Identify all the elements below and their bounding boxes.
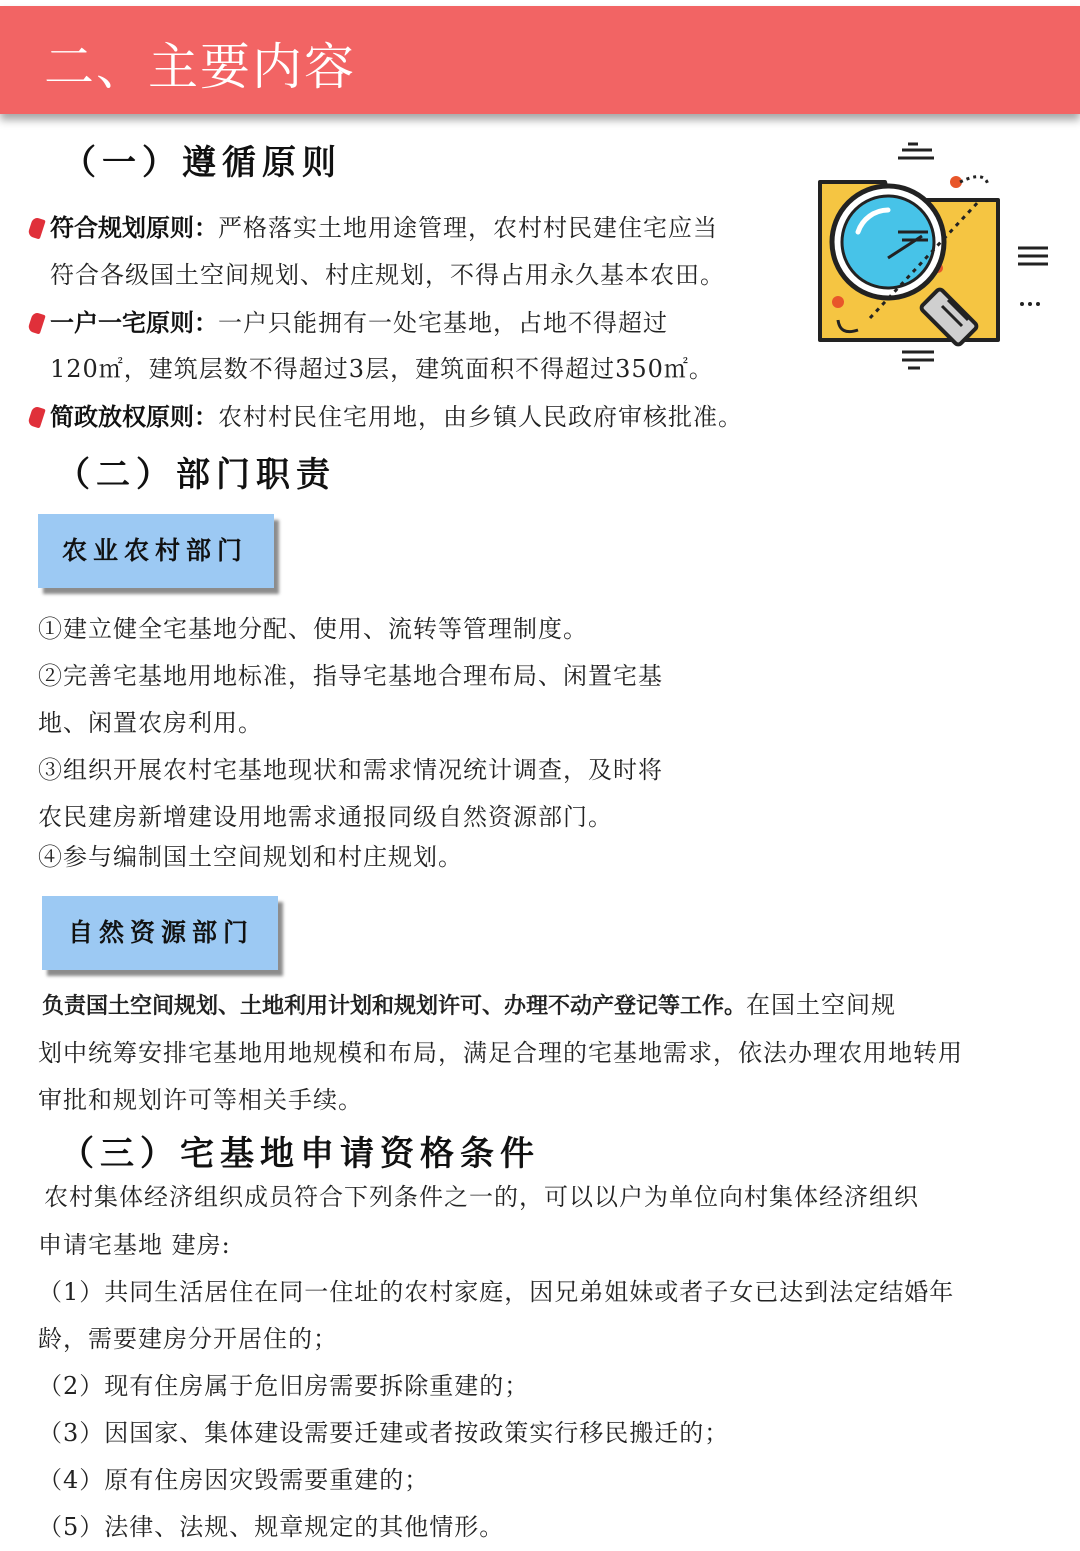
dept2-bold-text: 负责国土空间规划、土地利用计划和规划许可、办理不动产登记等工作。 [42, 994, 747, 1019]
dept1-line2: ②完善宅基地用地标准，指导宅基地合理布局、闲置宅基 [38, 662, 663, 690]
principle-3-label: 简政放权原则： [50, 403, 218, 431]
section2-heading: （二）部门职责 [56, 455, 336, 495]
dept-resources-box [42, 896, 278, 970]
magnifier-folder-icon [810, 140, 1060, 380]
dept1-line5: 农民建房新增建设用地需求通报同级自然资源部门。 [38, 803, 613, 831]
bullet-icon [27, 216, 46, 239]
principle-2-line2: 120㎡，建筑层数不得超过3层，建筑面积不得超过350㎡。 [50, 355, 714, 383]
principle-2-label: 一户一宅原则： [50, 309, 218, 337]
condition-1-line1: （1）共同生活居住在同一住址的农村家庭，因兄弟姐妹或者子女已达到法定结婚年 [38, 1278, 955, 1306]
principle-1-text: 严格落实土地用途管理，农村村民建住宅应当 [218, 214, 718, 242]
condition-2: （2）现有住房属于危旧房需要拆除重建的； [38, 1372, 530, 1400]
dept2-line1 [42, 993, 896, 1018]
principle-2-line1 [50, 311, 668, 335]
bullet-icon [27, 311, 46, 334]
section1-heading: （一）遵循原则 [62, 143, 342, 183]
dept-resources-label: 自然资源部门 [68, 918, 255, 947]
section3-intro-line2: 申请宅基地 建房: [38, 1231, 231, 1259]
condition-4: （4）原有住房因灾毁需要重建的； [38, 1466, 430, 1494]
header-banner [0, 6, 1080, 114]
principle-1-line1 [50, 216, 718, 240]
condition-5: （5）法律、法规、规章规定的其他情形。 [38, 1513, 505, 1541]
dept1-line6: ④参与编制国土空间规划和村庄规划。 [38, 843, 463, 871]
dept-agriculture-label: 农业农村部门 [62, 536, 249, 565]
dept1-line1: ①建立健全宅基地分配、使用、流转等管理制度。 [38, 615, 588, 643]
condition-1-line2: 龄，需要建房分开居住的； [38, 1325, 338, 1353]
principle-3-text: 农村村民住宅用地，由乡镇人民政府审核批准。 [218, 403, 743, 431]
dept2-line3: 审批和规划许可等相关手续。 [38, 1086, 363, 1114]
dept1-line3: 地、闲置农房利用。 [38, 709, 263, 737]
principle-1-label: 符合规划原则： [50, 214, 218, 242]
principle-3-line1 [50, 405, 743, 429]
dept1-line4: ③组织开展农村宅基地现状和需求情况统计调查，及时将 [38, 756, 663, 784]
principle-2-text: 一户只能拥有一处宅基地，占地不得超过 [218, 309, 668, 337]
condition-3: （3）因国家、集体建设需要迁建或者按政策实行移民搬迁的； [38, 1419, 730, 1447]
dept2-line2: 划中统筹安排宅基地用地规模和布局，满足合理的宅基地需求，依法办理农用地转用 [38, 1039, 963, 1067]
bullet-icon [27, 405, 46, 428]
section3-heading: （三）宅基地申请资格条件 [60, 1134, 540, 1174]
page-title: 二、主要内容 [44, 38, 356, 96]
dept-agriculture-box [38, 514, 274, 588]
dept2-line1-rest: 在国土空间规 [746, 991, 897, 1019]
section3-intro-line1: 农村集体经济组织成员符合下列条件之一的，可以以户为单位向村集体经济组织 [44, 1183, 919, 1211]
principle-1-line2: 符合各级国土空间规划、村庄规划，不得占用永久基本农田。 [50, 261, 725, 289]
